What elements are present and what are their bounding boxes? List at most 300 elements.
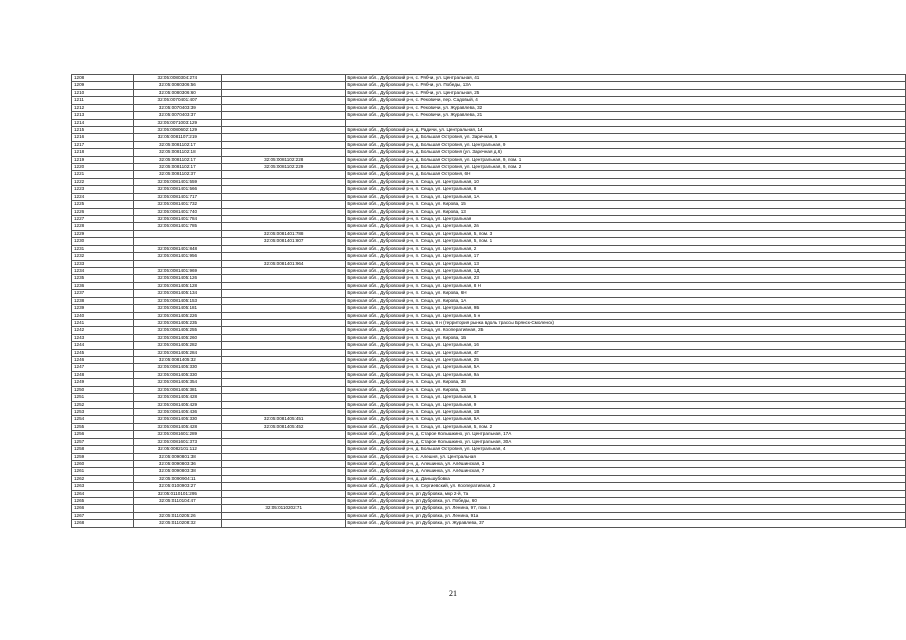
land-cadastral-number-cell: 32:05:0081405:255 (133, 327, 222, 334)
address-cell: Брянская обл., Дубровский р-н, с. Алешня, ул. Центральная (346, 453, 906, 460)
address-cell: Брянская обл., Дубровский р-н, д. Большая Островня, ул. Центральная, 9, пом. 2 (346, 164, 906, 171)
row-number-cell: 1222 (72, 178, 134, 185)
land-cadastral-number-cell: 32:05:0080304:274 (133, 75, 222, 82)
table-row (72, 149, 906, 156)
address-cell: Брянская обл., Дубровский р-н, п. Сеща, ул. Центральная (346, 216, 906, 223)
table-row (72, 171, 906, 178)
building-cadastral-number-cell (222, 520, 346, 527)
address-cell: Брянская обл., Дубровский р-н, п. Сеща, ул. Центральная, 1А (346, 193, 906, 200)
land-cadastral-number-cell: 32:05:0110101:295 (133, 490, 222, 497)
row-number-cell: 1268 (72, 520, 134, 527)
building-cadastral-number-cell (222, 342, 346, 349)
table-row (72, 97, 906, 104)
building-cadastral-number-cell (222, 490, 346, 497)
row-number-cell: 1253 (72, 408, 134, 415)
row-number-cell: 1209 (72, 82, 134, 89)
building-cadastral-number-cell (222, 171, 346, 178)
table-row (72, 112, 906, 119)
row-number-cell: 1242 (72, 327, 134, 334)
land-cadastral-number-cell: 32:05:0110205:26 (133, 512, 222, 519)
table-row (72, 416, 906, 423)
land-cadastral-number-cell: 32:05:0070403:39 (133, 104, 222, 111)
address-cell: Брянская обл., Дубровский р-н, с. Рябчи, ул. Победы, 13А (346, 82, 906, 89)
building-cadastral-number-cell (222, 371, 346, 378)
row-number-cell: 1248 (72, 371, 134, 378)
address-cell: Брянская обл., Дубровский р-н, п. Сеща, ул. Центральная, 5 (346, 394, 906, 401)
land-cadastral-number-cell: 32:05:0090904:11 (133, 475, 222, 482)
address-cell: Брянская обл., Дубровский р-н, д. Алешинка, ул. Алёшинская, 7 (346, 468, 906, 475)
land-cadastral-number-cell: 32:05:0090801:38 (133, 453, 222, 460)
address-cell: Брянская обл., Дубровский р-н, п. Сеща, ул. Кирова, 38 (346, 379, 906, 386)
row-number-cell: 1257 (72, 438, 134, 445)
address-cell: Брянская обл., Дубровский р-н, п. Сеща, ул. Центральная, 1Д (346, 267, 906, 274)
table-row (72, 282, 906, 289)
address-cell: Брянская обл., Дубровский р-н, п. Сеща, ул. Центральная, 5 н (346, 312, 906, 319)
address-cell: Брянская обл., Дубровский р-н, п. Сеща, ул. Центральная, 8 (346, 186, 906, 193)
building-cadastral-number-cell (222, 282, 346, 289)
row-number-cell: 1259 (72, 453, 134, 460)
building-cadastral-number-cell (222, 290, 346, 297)
address-cell: Брянская обл., Дубровский р-н, с. Рековичи, пер. Садовый, 4 (346, 97, 906, 104)
land-cadastral-number-cell: 32:05:0081405:226 (133, 312, 222, 319)
table-row (72, 230, 906, 237)
table-row (72, 134, 906, 141)
building-cadastral-number-cell (222, 193, 346, 200)
land-cadastral-number-cell: 32:05:0082101:112 (133, 446, 222, 453)
row-number-cell: 1208 (72, 75, 134, 82)
building-cadastral-number-cell: 32:05:0081102:229 (222, 164, 346, 171)
address-cell: Брянская обл., Дубровский р-н, п. Сеща, ул. Центральная, 16 (346, 342, 906, 349)
land-cadastral-number-cell: 32:05:0081405:181 (133, 305, 222, 312)
row-number-cell: 1218 (72, 149, 134, 156)
row-number-cell: 1240 (72, 312, 134, 319)
land-cadastral-number-cell: 32:05:0081405:260 (133, 334, 222, 341)
building-cadastral-number-cell (222, 112, 346, 119)
table-row (72, 193, 906, 200)
building-cadastral-number-cell (222, 89, 346, 96)
building-cadastral-number-cell (222, 468, 346, 475)
table-row (72, 483, 906, 490)
row-number-cell: 1243 (72, 334, 134, 341)
table-row (72, 460, 906, 467)
row-number-cell: 1249 (72, 379, 134, 386)
address-cell: Брянская обл., Дубровский р-н, п. Сеща, ул. Центральная, 23 (346, 275, 906, 282)
row-number-cell: 1260 (72, 460, 134, 467)
row-number-cell: 1263 (72, 483, 134, 490)
land-cadastral-number-cell (133, 260, 222, 267)
land-cadastral-number-cell: 32:05:0081401:784 (133, 216, 222, 223)
building-cadastral-number-cell (222, 512, 346, 519)
address-cell: Брянская обл., Дубровский р-н, д. Большая Островня, ул. Центральная, 4 (346, 446, 906, 453)
address-cell: Брянская обл., Дубровский р-н, п. Сеща, ул. Кирова, 1А (346, 297, 906, 304)
address-cell: Брянская обл., Дубровский р-н, д. Большая Островня, 6Н (346, 171, 906, 178)
land-cadastral-number-cell: 32:05:0081102:17 (133, 164, 222, 171)
building-cadastral-number-cell: 32:05:0081401:788 (222, 230, 346, 237)
land-cadastral-number-cell: 32:05:0081401:969 (133, 267, 222, 274)
address-cell: Брянская обл., Дубровский р-н, п. Сеща, ул. Центральная, 5А (346, 416, 906, 423)
table-row (72, 75, 906, 82)
land-cadastral-number-cell: 32:05:0081405:330 (133, 416, 222, 423)
land-cadastral-number-cell: 32:05:0081405:381 (133, 386, 222, 393)
building-cadastral-number-cell (222, 119, 346, 126)
table-row (72, 379, 906, 386)
land-cadastral-number-cell: 32:05:0081401:740 (133, 208, 222, 215)
address-cell: Брянская обл., Дубровский р-н, п. Сеща, ул. Кирова, 15 (346, 201, 906, 208)
table-row (72, 512, 906, 519)
table-row (72, 178, 906, 185)
land-cadastral-number-cell: 32:05:0081401:785 (133, 223, 222, 230)
land-cadastral-number-cell: 32:05:0081102:37 (133, 171, 222, 178)
table-row (72, 505, 906, 512)
row-number-cell: 1252 (72, 401, 134, 408)
address-cell: Брянская обл., Дубровский р-н, д. Большая Островня, ул. Центральная, 9 (346, 141, 906, 148)
cadastral-table (71, 74, 906, 528)
building-cadastral-number-cell: 32:05:0081401:964 (222, 260, 346, 267)
building-cadastral-number-cell (222, 82, 346, 89)
land-cadastral-number-cell: 32:05:0081401:566 (133, 186, 222, 193)
land-cadastral-number-cell: 32:05:0081405:330 (133, 371, 222, 378)
land-cadastral-number-cell: 32:05:0081405:428 (133, 423, 222, 430)
table-row (72, 89, 906, 96)
row-number-cell: 1228 (72, 223, 134, 230)
table-row (72, 438, 906, 445)
address-cell: Брянская обл., Дубровский р-н, п. Сеща, ул. Кооперативная, 2Б (346, 327, 906, 334)
land-cadastral-number-cell: 32:05:0081401:717 (133, 193, 222, 200)
row-number-cell: 1264 (72, 490, 134, 497)
address-cell: Брянская обл., Дубровский р-н, п. Сеща, ул. Центральная, 5, пом. 2 (346, 423, 906, 430)
table-row (72, 490, 906, 497)
cadastral-table-body (72, 75, 906, 528)
building-cadastral-number-cell (222, 483, 346, 490)
table-row (72, 312, 906, 319)
address-cell: Брянская обл., Дубровский р-н, рп Дубровка, ул. Ленина, 97, пом. I (346, 505, 906, 512)
table-row (72, 371, 906, 378)
address-cell: Брянская обл., Дубровский р-н, рп Дубровка, мкр 2-й, 7а (346, 490, 906, 497)
address-cell: Брянская обл., Дубровский р-н, с. Рековичи, ул. Журавлева, 21 (346, 112, 906, 119)
row-number-cell: 1238 (72, 297, 134, 304)
table-row (72, 468, 906, 475)
row-number-cell: 1220 (72, 164, 134, 171)
building-cadastral-number-cell (222, 431, 346, 438)
address-cell: Брянская обл., Дубровский р-н, п. Сеща, ул. Центральная, 4Г (346, 349, 906, 356)
address-cell: Брянская обл., Дубровский р-н, д. Алешинка, ул. Алёшинская, 3 (346, 460, 906, 467)
land-cadastral-number-cell: 32:05:0081405:354 (133, 379, 222, 386)
table-row (72, 201, 906, 208)
building-cadastral-number-cell (222, 253, 346, 260)
table-row (72, 475, 906, 482)
land-cadastral-number-cell (133, 238, 222, 245)
table-row (72, 267, 906, 274)
row-number-cell: 1221 (72, 171, 134, 178)
row-number-cell: 1256 (72, 431, 134, 438)
table-row (72, 245, 906, 252)
land-cadastral-number-cell: 32:05:0081405:284 (133, 349, 222, 356)
row-number-cell: 1214 (72, 119, 134, 126)
address-cell: Брянская обл., Дубровский р-н, д. Радичи, ул. Центральная, 14 (346, 126, 906, 133)
building-cadastral-number-cell (222, 446, 346, 453)
land-cadastral-number-cell: 32:05:0081405:134 (133, 290, 222, 297)
address-cell: Брянская обл., Дубровский р-н, с. Рябчи, ул. Центральная, 25 (346, 89, 906, 96)
building-cadastral-number-cell (222, 394, 346, 401)
building-cadastral-number-cell (222, 208, 346, 215)
land-cadastral-number-cell: 32:05:0080602:129 (133, 126, 222, 133)
address-cell: Брянская обл., Дубровский р-н, п. Сеща, ул. Центральная, 8 Н (346, 282, 906, 289)
building-cadastral-number-cell (222, 349, 346, 356)
building-cadastral-number-cell: 32:05:0110202:71 (222, 505, 346, 512)
land-cadastral-number-cell: 32:05:0081405:428 (133, 394, 222, 401)
address-cell: Брянская обл., Дубровский р-н, рп Дубровка, ул. Победы, 60 (346, 498, 906, 505)
land-cadastral-number-cell: 32:05:0081405:330 (133, 364, 222, 371)
row-number-cell: 1233 (72, 260, 134, 267)
row-number-cell: 1244 (72, 342, 134, 349)
row-number-cell: 1245 (72, 349, 134, 356)
row-number-cell: 1210 (72, 89, 134, 96)
land-cadastral-number-cell: 32:05:0081102:18 (133, 149, 222, 156)
building-cadastral-number-cell (222, 357, 346, 364)
land-cadastral-number-cell: 32:05:0081401:732 (133, 201, 222, 208)
address-cell: Брянская обл., Дубровский р-н, п. Сеща, ул. Кирова, 1Б (346, 334, 906, 341)
address-cell: Брянская обл., Дубровский р-н, п. Сеща, ул. Кирова, 6Н (346, 290, 906, 297)
row-number-cell: 1239 (72, 305, 134, 312)
table-row (72, 223, 906, 230)
row-number-cell: 1223 (72, 186, 134, 193)
row-number-cell: 1227 (72, 216, 134, 223)
table-row (72, 297, 906, 304)
building-cadastral-number-cell (222, 297, 346, 304)
address-cell: Брянская обл., Дубровский р-н, рп Дубровка, ул. Ленина, 91а (346, 512, 906, 519)
land-cadastral-number-cell: 32:05:0081405:429 (133, 401, 222, 408)
address-cell: Брянская обл., Дубровский р-н, п. Сергиевский, ул. Кооперативная, 2 (346, 483, 906, 490)
address-cell: Брянская обл., Дубровский р-н, п. Сеща, 8 н (территория рынка вдоль трассы Брянск-Смоленск) (346, 319, 906, 326)
table-row (72, 349, 906, 356)
row-number-cell: 1241 (72, 319, 134, 326)
address-cell: Брянская обл., Дубровский р-н, п. Сеща, ул. Центральная, 2 (346, 245, 906, 252)
table-row (72, 164, 906, 171)
table-row (72, 498, 906, 505)
row-number-cell: 1236 (72, 282, 134, 289)
land-cadastral-number-cell: 32:05:0081401:848 (133, 245, 222, 252)
address-cell: Брянская обл., Дубровский р-н, д. Старое Колышкино, ул. Центральная, 30А (346, 438, 906, 445)
building-cadastral-number-cell (222, 275, 346, 282)
table-row (72, 290, 906, 297)
building-cadastral-number-cell (222, 475, 346, 482)
row-number-cell: 1262 (72, 475, 134, 482)
row-number-cell: 1213 (72, 112, 134, 119)
building-cadastral-number-cell (222, 267, 346, 274)
building-cadastral-number-cell (222, 379, 346, 386)
building-cadastral-number-cell (222, 104, 346, 111)
address-cell: Брянская обл., Дубровский р-н, п. Сеща, ул. Кирова, 13 (346, 208, 906, 215)
table-row (72, 208, 906, 215)
land-cadastral-number-cell: 32:05:0081601:373 (133, 438, 222, 445)
row-number-cell: 1258 (72, 446, 134, 453)
address-cell: Брянская обл., Дубровский р-н, д. Даньшубовка (346, 475, 906, 482)
building-cadastral-number-cell (222, 498, 346, 505)
land-cadastral-number-cell: 32:05:0081102:17 (133, 141, 222, 148)
address-cell: Брянская обл., Дубровский р-н, д. Большая Островня, ул. Центральная, 9, пом. 1 (346, 156, 906, 163)
row-number-cell: 1267 (72, 512, 134, 519)
address-cell: Брянская обл., Дубровский р-н, п. Сеща, ул. Центральная, 1В (346, 408, 906, 415)
row-number-cell: 1250 (72, 386, 134, 393)
row-number-cell: 1234 (72, 267, 134, 274)
land-cadastral-number-cell: 32:05:0081401:559 (133, 178, 222, 185)
table-row (72, 342, 906, 349)
table-row (72, 260, 906, 267)
building-cadastral-number-cell (222, 126, 346, 133)
table-row (72, 446, 906, 453)
land-cadastral-number-cell: 32:05:0081601:289 (133, 431, 222, 438)
building-cadastral-number-cell (222, 149, 346, 156)
address-cell: Брянская обл., Дубровский р-н, п. Сеща, ул. Центральная, 10 (346, 178, 906, 185)
table-row (72, 357, 906, 364)
building-cadastral-number-cell: 32:05:0081401:807 (222, 238, 346, 245)
land-cadastral-number-cell: 32:05:0081405:235 (133, 319, 222, 326)
land-cadastral-number-cell (133, 505, 222, 512)
table-row (72, 216, 906, 223)
land-cadastral-number-cell: 32:05:0081102:17 (133, 156, 222, 163)
building-cadastral-number-cell (222, 75, 346, 82)
row-number-cell: 1255 (72, 423, 134, 430)
row-number-cell: 1226 (72, 208, 134, 215)
table-row (72, 305, 906, 312)
building-cadastral-number-cell (222, 408, 346, 415)
table-row (72, 253, 906, 260)
building-cadastral-number-cell (222, 364, 346, 371)
row-number-cell: 1217 (72, 141, 134, 148)
row-number-cell: 1261 (72, 468, 134, 475)
table-row (72, 319, 906, 326)
land-cadastral-number-cell: 32:05:0081405:436 (133, 408, 222, 415)
land-cadastral-number-cell: 32:05:0081405:282 (133, 342, 222, 349)
land-cadastral-number-cell: 32:05:0110208:32 (133, 520, 222, 527)
table-row (72, 334, 906, 341)
table-row (72, 386, 906, 393)
table-row (72, 82, 906, 89)
table-row (72, 408, 906, 415)
building-cadastral-number-cell (222, 460, 346, 467)
table-row (72, 327, 906, 334)
page-number: 21 (449, 589, 457, 598)
table-row (72, 238, 906, 245)
address-cell: Брянская обл., Дубровский р-н, д. Большая Островня (ул. Заречная д.6) (346, 149, 906, 156)
row-number-cell: 1229 (72, 230, 134, 237)
land-cadastral-number-cell: 32:05:0081405:153 (133, 297, 222, 304)
building-cadastral-number-cell (222, 216, 346, 223)
table-row (72, 186, 906, 193)
table-row (72, 126, 906, 133)
address-cell: Брянская обл., Дубровский р-н, п. Сеща, ул. Кирова, 15 (346, 386, 906, 393)
building-cadastral-number-cell (222, 334, 346, 341)
table-row (72, 119, 906, 126)
address-cell: Брянская обл., Дубровский р-н, д. Большая Островня, ул. Заречная, 5 (346, 134, 906, 141)
building-cadastral-number-cell (222, 312, 346, 319)
table-row (72, 453, 906, 460)
address-cell: Брянская обл., Дубровский р-н, рп Дубровка, ул. Журавлева, 37 (346, 520, 906, 527)
building-cadastral-number-cell (222, 186, 346, 193)
building-cadastral-number-cell: 32:05:0081405:452 (222, 423, 346, 430)
address-cell: Брянская обл., Дубровский р-н, п. Сеща, ул. Центральная, 9Б (346, 305, 906, 312)
table-row (72, 520, 906, 527)
land-cadastral-number-cell: 32:05:0070403:37 (133, 112, 222, 119)
land-cadastral-number-cell: 32:05:0071003:129 (133, 119, 222, 126)
table-row (72, 104, 906, 111)
land-cadastral-number-cell: 32:05:0080306:56 (133, 82, 222, 89)
table-row (72, 156, 906, 163)
row-number-cell: 1265 (72, 498, 134, 505)
address-cell: Брянская обл., Дубровский р-н, п. Сеща, ул. Центральная, 5, пом. 3 (346, 230, 906, 237)
address-cell: Брянская обл., Дубровский р-н, д. Старое Колышкино, ул. Центральная, 17А (346, 431, 906, 438)
address-cell: Брянская обл., Дубровский р-н, п. Сеща, ул. Центральная, 5А (346, 364, 906, 371)
address-cell: Брянская обл., Дубровский р-н, п. Сеща, ул. Центральная, 13 (346, 260, 906, 267)
building-cadastral-number-cell (222, 178, 346, 185)
land-cadastral-number-cell: 32:05:0090803:36 (133, 460, 222, 467)
building-cadastral-number-cell (222, 245, 346, 252)
land-cadastral-number-cell: 32:05:0070401:407 (133, 97, 222, 104)
address-cell (346, 119, 906, 126)
building-cadastral-number-cell (222, 134, 346, 141)
table-row (72, 394, 906, 401)
land-cadastral-number-cell: 32:05:0081107:219 (133, 134, 222, 141)
row-number-cell: 1235 (72, 275, 134, 282)
address-cell: Брянская обл., Дубровский р-н, п. Сеща, ул. Центральная, 9 (346, 401, 906, 408)
address-cell: Брянская обл., Дубровский р-н, п. Сеща, ул. Центральная, 25 (346, 357, 906, 364)
building-cadastral-number-cell (222, 386, 346, 393)
land-cadastral-number-cell: 32:05:0090803:38 (133, 468, 222, 475)
address-cell: Брянская обл., Дубровский р-н, с. Рековичи, ул. Журавлева, 32 (346, 104, 906, 111)
land-cadastral-number-cell: 32:05:0081405:32 (133, 357, 222, 364)
building-cadastral-number-cell (222, 201, 346, 208)
row-number-cell: 1254 (72, 416, 134, 423)
land-cadastral-number-cell: 32:05:0080306:60 (133, 89, 222, 96)
row-number-cell: 1224 (72, 193, 134, 200)
row-number-cell: 1230 (72, 238, 134, 245)
land-cadastral-number-cell: 32:05:0100903:27 (133, 483, 222, 490)
land-cadastral-number-cell: 32:05:0081401:956 (133, 253, 222, 260)
land-cadastral-number-cell: 32:05:0081405:126 (133, 275, 222, 282)
table-row (72, 423, 906, 430)
building-cadastral-number-cell (222, 141, 346, 148)
building-cadastral-number-cell (222, 453, 346, 460)
address-cell: Брянская обл., Дубровский р-н, п. Сеща, ул. Центральная, 5, пом. 1 (346, 238, 906, 245)
table-row (72, 364, 906, 371)
building-cadastral-number-cell: 32:05:0081405:451 (222, 416, 346, 423)
table-row (72, 431, 906, 438)
table-row (72, 141, 906, 148)
building-cadastral-number-cell: 32:05:0081102:228 (222, 156, 346, 163)
address-cell: Брянская обл., Дубровский р-н, п. Сеща, ул. Центральная, 17 (346, 253, 906, 260)
building-cadastral-number-cell (222, 305, 346, 312)
table-row (72, 401, 906, 408)
building-cadastral-number-cell (222, 97, 346, 104)
row-number-cell: 1251 (72, 394, 134, 401)
table-row (72, 275, 906, 282)
building-cadastral-number-cell (222, 438, 346, 445)
row-number-cell: 1216 (72, 134, 134, 141)
land-cadastral-number-cell: 32:05:0110104:47 (133, 498, 222, 505)
land-cadastral-number-cell: 32:05:0081405:128 (133, 282, 222, 289)
row-number-cell: 1266 (72, 505, 134, 512)
row-number-cell: 1247 (72, 364, 134, 371)
row-number-cell: 1211 (72, 97, 134, 104)
building-cadastral-number-cell (222, 401, 346, 408)
row-number-cell: 1212 (72, 104, 134, 111)
address-cell: Брянская обл., Дубровский р-н, п. Сеща, ул. Центральная, 2в (346, 223, 906, 230)
address-cell: Брянская обл., Дубровский р-н, с. Рябчи, ул. Центральная, 41 (346, 75, 906, 82)
building-cadastral-number-cell (222, 327, 346, 334)
land-cadastral-number-cell (133, 230, 222, 237)
row-number-cell: 1219 (72, 156, 134, 163)
building-cadastral-number-cell (222, 223, 346, 230)
